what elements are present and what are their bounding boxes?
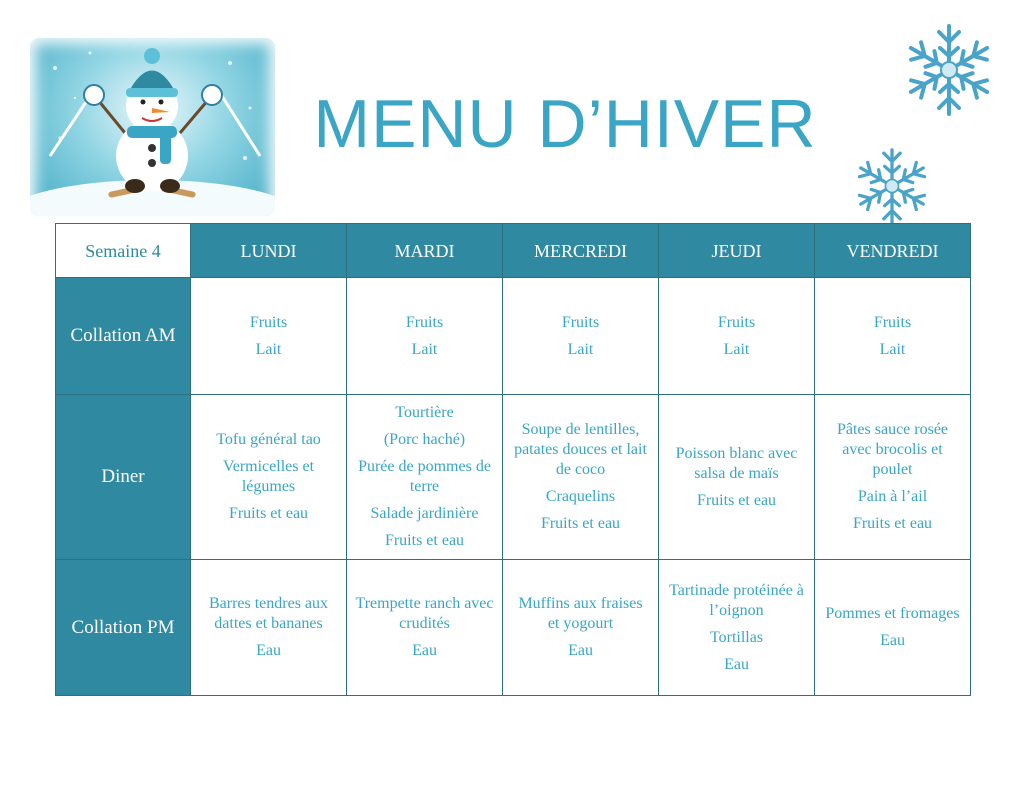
table-row: [56, 560, 971, 696]
day-header: MERCREDI: [503, 224, 659, 278]
menu-cell: [347, 560, 503, 696]
menu-item: Eau: [256, 642, 281, 659]
menu-item: Craquelins: [545, 488, 616, 505]
menu-item: Pâtes sauce rosée avec brocolis et poulet: [836, 421, 949, 478]
menu-cell: [347, 395, 503, 560]
menu-item: Tofu général tao: [216, 431, 321, 448]
menu-item: (Porc haché): [383, 431, 466, 448]
menu-item: Purée de pommes de terre: [358, 458, 491, 495]
menu-cell: [191, 395, 347, 560]
table-row: [56, 395, 971, 560]
page-title: MENU D’HIVER: [313, 86, 817, 162]
menu-item: Muffins aux fraises et yogourt: [518, 595, 643, 632]
day-header: LUNDI: [191, 224, 347, 278]
menu-item: Eau: [724, 655, 749, 673]
menu-item: Fruits: [561, 313, 600, 331]
menu-item: Vermicelles et légumes: [222, 458, 315, 495]
menu-table: [55, 223, 971, 696]
menu-item: Pommes et fromages: [825, 605, 960, 622]
menu-cell: [659, 560, 815, 696]
menu-item: Fruits et eau: [228, 505, 309, 522]
menu-item: Fruits et eau: [852, 515, 933, 532]
menu-cell: [659, 395, 815, 560]
day-header: MARDI: [347, 224, 503, 278]
menu-item: Lait: [879, 340, 906, 358]
menu-item: Tortillas: [709, 628, 764, 646]
menu-item: Trempette ranch avec crudités: [355, 595, 494, 632]
menu-cell: [659, 278, 815, 395]
menu-item: Salade jardinière: [370, 505, 479, 522]
menu-cell: [503, 278, 659, 395]
menu-cell: [815, 278, 971, 395]
menu-item: Tourtière: [395, 404, 454, 421]
day-header: VENDREDI: [815, 224, 971, 278]
table-row: [56, 278, 971, 395]
menu-item: Eau: [880, 632, 905, 649]
menu-item: Lait: [567, 340, 594, 358]
day-header: JEUDI: [659, 224, 815, 278]
menu-cell: [815, 395, 971, 560]
menu-item: Soupe de lentilles, patates douces et lait de coco: [514, 421, 647, 478]
menu-cell: [503, 395, 659, 560]
menu-item: Eau: [568, 642, 593, 659]
menu-cell: [815, 560, 971, 696]
menu-item: Fruits et eau: [384, 532, 465, 549]
menu-item: Poisson blanc avec salsa de maïs: [675, 444, 798, 482]
row-label: Collation AM: [56, 278, 191, 395]
menu-item: Fruits: [717, 313, 756, 331]
menu-item: Pain à l’ail: [857, 488, 928, 505]
menu-item: Fruits et eau: [540, 515, 621, 532]
menu-cell: [503, 560, 659, 696]
menu-cell: [191, 278, 347, 395]
menu-item: Eau: [412, 642, 437, 659]
menu-item: Lait: [723, 340, 750, 358]
row-label: Collation PM: [56, 560, 191, 696]
row-label: Diner: [56, 395, 191, 560]
menu-item: Lait: [411, 340, 438, 358]
week-label: Semaine 4: [56, 224, 191, 278]
menu-item: Tartinade protéinée à l’oignon: [669, 581, 804, 619]
snowflake-icon: [846, 145, 938, 227]
snowman-image: [30, 38, 275, 216]
menu-cell: [347, 278, 503, 395]
table-header-row: [56, 224, 971, 278]
menu-item: Fruits: [405, 313, 444, 331]
menu-cell: [191, 560, 347, 696]
menu-item: Fruits: [873, 313, 912, 331]
menu-item: Barres tendres aux dattes et bananes: [208, 595, 329, 632]
menu-item: Fruits et eau: [696, 491, 777, 509]
menu-item: Lait: [255, 340, 282, 358]
menu-item: Fruits: [249, 313, 288, 331]
snowman-skiing-illustration: [30, 38, 275, 216]
snowflake-icon: [893, 20, 1005, 120]
